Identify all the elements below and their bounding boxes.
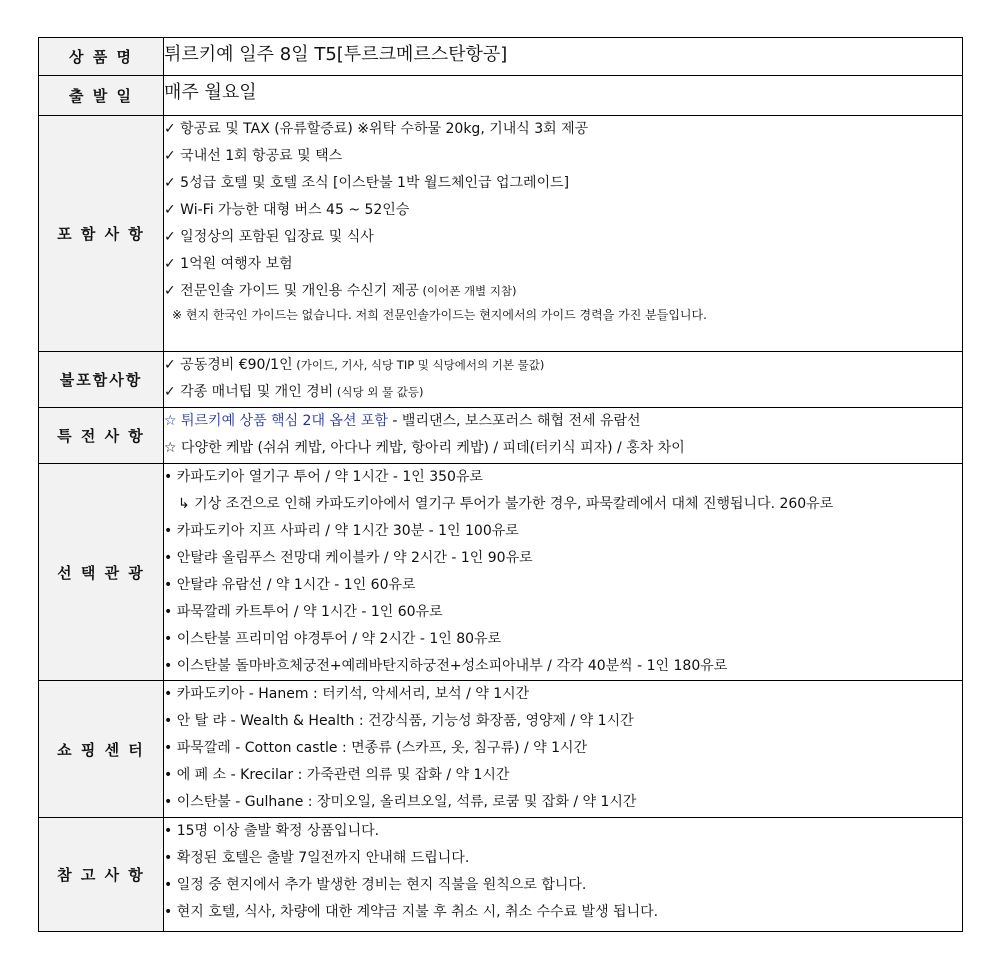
included-item: ✓ 항공료 및 TAX (유류할증료) ※위탁 수하물 20kg, 기내식 3회 제공	[164, 121, 589, 137]
excluded-item-note: (가이드, 기사, 식당 TIP 및 식당에서의 기본 물값)	[292, 358, 545, 372]
optional-tour-item: • 카파도키아 열기구 투어 / 약 1시간 - 1인 350유로	[164, 469, 483, 485]
label-shopping: 쇼 핑 센 터	[39, 681, 164, 818]
benefit-highlight: ☆ 튀르키예 상품 핵심 2대 옵션 포함	[164, 413, 388, 429]
optional-tours-list	[164, 464, 963, 681]
included-notice: ※ 현지 한국인 가이드는 없습니다. 저희 전문인솔가이드는 현지에서의 가이드 경력을 가진 분들입니다.	[172, 308, 707, 322]
product-name: 튀르키예 일주 8일 T5[투르크메르스탄항공]	[164, 44, 508, 65]
included-item: ✓ Wi-Fi 가능한 대형 버스 45 ~ 52인승	[164, 202, 410, 218]
shopping-item: • 이스탄불 - Gulhane : 장미오일, 올리브오일, 석류, 로쿰 및 잡화 / 약 1시간	[164, 794, 637, 810]
benefit-item	[164, 408, 962, 435]
shopping-item: • 카파도키아 - Hanem : 터키석, 악세서리, 보석 / 약 1시간	[164, 686, 530, 702]
shopping-item: • 안 탈 랴 - Wealth & Health : 건강식품, 기능성 화장품, 영양제 / 약 1시간	[164, 713, 634, 729]
included-item-text: ✓ 전문인솔 가이드 및 개인용 수신기 제공	[164, 283, 419, 299]
row-departure	[39, 76, 963, 116]
label-excluded: 불포함사항	[39, 352, 164, 408]
label-product-name: 상 품 명	[39, 38, 164, 76]
row-shopping	[39, 681, 963, 818]
optional-tour-item: • 파묵깔레 카트투어 / 약 1시간 - 1인 60유로	[164, 604, 443, 620]
label-optional-tours: 선 택 관 광	[39, 464, 164, 681]
excluded-item-note: (식당 외 물 값등)	[333, 385, 424, 399]
notes-list	[164, 818, 963, 932]
included-item-note: (이어폰 개별 지참)	[418, 284, 517, 298]
included-item: ✓ 일정상의 포함된 입장료 및 식사	[164, 229, 374, 245]
excluded-list	[164, 352, 963, 408]
note-item: • 확정된 호텔은 출발 7일전까지 안내해 드립니다.	[164, 850, 470, 866]
row-notes	[39, 818, 963, 932]
shopping-item: • 파묵깔레 - Cotton castle : 면종류 (스카프, 옷, 침구류) / 약 1시간	[164, 740, 588, 756]
row-product-name	[39, 38, 963, 76]
shopping-item: • 에 페 소 - Krecilar : 가죽관련 의류 및 잡화 / 약 1시간	[164, 767, 510, 783]
included-item: ✓ 5성급 호텔 및 호텔 조식 [이스탄불 1박 월드체인급 업그레이드]	[164, 175, 570, 191]
departure-day: 매주 월요일	[164, 82, 257, 103]
shopping-list	[164, 681, 963, 818]
benefit-item: ☆ 다양한 케밥 (쉬쉬 케밥, 아다나 케밥, 항아리 케밥) / 피데(터키식 피자) / 홍차 차이	[164, 440, 685, 456]
tour-info-table	[38, 37, 963, 932]
excluded-item-text: ✓ 각종 매너팁 및 개인 경비	[164, 384, 334, 400]
optional-tour-note: ↳ 기상 조건으로 인해 카파도키아에서 열기구 투어가 불가한 경우, 파묵칼레에서 대체 진행됩니다. 260유로	[178, 496, 834, 512]
included-list	[164, 116, 963, 352]
value-departure	[164, 76, 963, 116]
row-benefits	[39, 408, 963, 464]
note-item: • 일정 중 현지에서 추가 발생한 경비는 현지 직불을 원칙으로 합니다.	[164, 877, 587, 893]
excluded-item	[164, 352, 962, 379]
value-product-name	[164, 38, 963, 76]
benefits-list	[164, 408, 963, 464]
included-item	[164, 278, 962, 305]
optional-tour-item: • 안탈랴 유람선 / 약 1시간 - 1인 60유로	[164, 577, 416, 593]
optional-tour-item: • 안탈랴 올림푸스 전망대 케이블카 / 약 2시간 - 1인 90유로	[164, 550, 533, 566]
optional-tour-item: • 이스탄불 돌마바흐체궁전+예레바탄지하궁전+성소피아내부 / 각각 40분씩 - 1인 180유로	[164, 658, 728, 674]
excluded-item-text: ✓ 공동경비 €90/1인	[164, 357, 293, 373]
included-item: ✓ 국내선 1회 항공료 및 택스	[164, 148, 343, 164]
benefit-detail: - 밸리댄스, 보스포러스 해협 전세 유람선	[387, 413, 641, 429]
optional-tour-item: • 카파도키아 지프 사파리 / 약 1시간 30분 - 1인 100유로	[164, 523, 519, 539]
label-benefits: 특 전 사 항	[39, 408, 164, 464]
label-departure: 출 발 일	[39, 76, 164, 116]
label-notes: 참 고 사 항	[39, 818, 164, 932]
note-item: • 현지 호텔, 식사, 차량에 대한 계약금 지불 후 취소 시, 취소 수수료 발생 됩니다.	[164, 904, 659, 920]
label-included: 포 함 사 항	[39, 116, 164, 352]
row-excluded	[39, 352, 963, 408]
note-item: • 15명 이상 출발 확정 상품입니다.	[164, 823, 380, 839]
included-item: ✓ 1억원 여행자 보험	[164, 256, 293, 272]
row-included	[39, 116, 963, 352]
row-optional-tours	[39, 464, 963, 681]
optional-tour-item: • 이스탄불 프리미엄 야경투어 / 약 2시간 - 1인 80유로	[164, 631, 502, 647]
excluded-item	[164, 379, 962, 406]
